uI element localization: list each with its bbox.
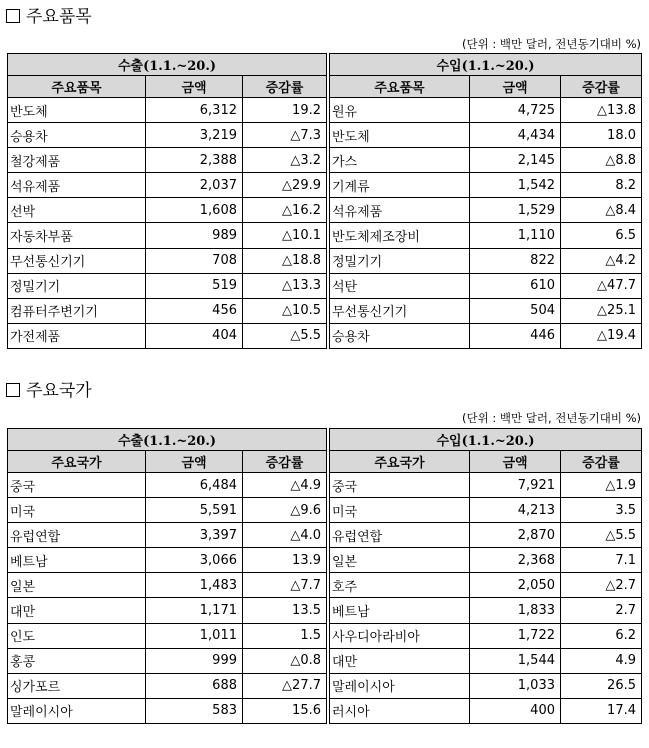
export-amount-cell: 2,037 [146, 173, 243, 198]
import-rate-cell: 8.2 [561, 173, 642, 198]
import-name-cell: 대만 [330, 648, 470, 673]
export-name-cell: 컴퓨터주변기기 [8, 298, 146, 323]
export-rate-cell: △16.2 [243, 198, 327, 223]
table-row [8, 473, 642, 498]
table-row [8, 273, 642, 298]
import-rate-cell: △8.4 [561, 198, 642, 223]
export-name-cell: 가전제품 [8, 323, 146, 348]
export-name-cell: 철강제품 [8, 148, 146, 173]
import-amount-cell: 1,033 [470, 673, 561, 698]
export-name-cell: 선박 [8, 198, 146, 223]
export-name-cell: 자동차부품 [8, 223, 146, 248]
export-amount-cell: 583 [146, 698, 243, 723]
export-rate-cell: △0.8 [243, 648, 327, 673]
import-amount-cell: 1,110 [470, 223, 561, 248]
import-amount-cell: 4,725 [470, 98, 561, 123]
col-rate-header: 증감률 [243, 451, 327, 473]
import-name-cell: 러시아 [330, 698, 470, 723]
import-amount-cell: 1,542 [470, 173, 561, 198]
import-name-cell: 석탄 [330, 273, 470, 298]
col-amount-header: 금액 [470, 451, 561, 473]
import-name-cell: 무선통신기기 [330, 298, 470, 323]
export-amount-cell: 1,011 [146, 623, 243, 648]
export-amount-cell: 1,171 [146, 598, 243, 623]
import-rate-cell: △25.1 [561, 298, 642, 323]
import-rate-cell: △5.5 [561, 523, 642, 548]
import-rate-cell: △8.8 [561, 148, 642, 173]
table-row [8, 323, 642, 348]
import-name-cell: 유럽연합 [330, 523, 470, 548]
export-amount-cell: 708 [146, 248, 243, 273]
import-rate-cell: △4.2 [561, 248, 642, 273]
import-amount-cell: 7,921 [470, 473, 561, 498]
col-rate-header: 증감률 [561, 76, 642, 98]
col-name-header: 주요국가 [8, 451, 146, 473]
items-unit-note: (단위 : 백만 달러, 전년동기대비 %) [461, 37, 641, 51]
export-rate-cell: △5.5 [243, 323, 327, 348]
items-table [7, 53, 642, 349]
import-amount-cell: 2,145 [470, 148, 561, 173]
export-name-cell: 정밀기기 [8, 273, 146, 298]
export-rate-cell: △3.2 [243, 148, 327, 173]
items-section-title: 주요품목 [6, 6, 92, 28]
export-rate-cell: △27.7 [243, 673, 327, 698]
import-name-cell: 일본 [330, 548, 470, 573]
export-amount-cell: 404 [146, 323, 243, 348]
import-amount-cell: 2,050 [470, 573, 561, 598]
export-rate-cell: △4.0 [243, 523, 327, 548]
col-name-header: 주요품목 [8, 76, 146, 98]
col-amount-header: 금액 [146, 451, 243, 473]
import-rate-cell: △1.9 [561, 473, 642, 498]
countries-table [7, 428, 642, 724]
import-name-cell: 가스 [330, 148, 470, 173]
import-header: 수입(1.1.~20.) [330, 54, 642, 76]
export-rate-cell: △10.5 [243, 298, 327, 323]
export-rate-cell: 15.6 [243, 698, 327, 723]
table-row [8, 698, 642, 723]
import-rate-cell: 7.1 [561, 548, 642, 573]
export-header: 수출(1.1.~20.) [8, 429, 327, 451]
import-amount-cell: 504 [470, 298, 561, 323]
export-amount-cell: 6,484 [146, 473, 243, 498]
export-name-cell: 인도 [8, 623, 146, 648]
export-amount-cell: 1,608 [146, 198, 243, 223]
import-name-cell: 말레이시아 [330, 673, 470, 698]
import-rate-cell: 2.7 [561, 598, 642, 623]
export-rate-cell: △9.6 [243, 498, 327, 523]
export-amount-cell: 688 [146, 673, 243, 698]
col-amount-header: 금액 [146, 76, 243, 98]
checkbox-square-icon [6, 383, 20, 397]
export-amount-cell: 999 [146, 648, 243, 673]
import-rate-cell: 18.0 [561, 123, 642, 148]
export-amount-cell: 3,219 [146, 123, 243, 148]
import-amount-cell: 1,833 [470, 598, 561, 623]
export-name-cell: 중국 [8, 473, 146, 498]
table-row [8, 623, 642, 648]
export-amount-cell: 1,483 [146, 573, 243, 598]
import-rate-cell: △13.8 [561, 98, 642, 123]
import-rate-cell: 6.2 [561, 623, 642, 648]
export-rate-cell: △7.7 [243, 573, 327, 598]
import-name-cell: 원유 [330, 98, 470, 123]
import-name-cell: 기계류 [330, 173, 470, 198]
export-name-cell: 무선통신기기 [8, 248, 146, 273]
checkbox-square-icon [6, 9, 20, 23]
col-name-header: 주요국가 [330, 451, 470, 473]
import-amount-cell: 2,870 [470, 523, 561, 548]
table-row [8, 298, 642, 323]
col-rate-header: 증감률 [561, 451, 642, 473]
export-amount-cell: 6,312 [146, 98, 243, 123]
export-rate-cell: 1.5 [243, 623, 327, 648]
import-amount-cell: 822 [470, 248, 561, 273]
table-row [8, 598, 642, 623]
col-amount-header: 금액 [470, 76, 561, 98]
import-rate-cell: △2.7 [561, 573, 642, 598]
col-name-header: 주요품목 [330, 76, 470, 98]
export-rate-cell: △18.8 [243, 248, 327, 273]
table-row [8, 98, 642, 123]
export-name-cell: 홍콩 [8, 648, 146, 673]
import-name-cell: 사우디아라비아 [330, 623, 470, 648]
export-rate-cell: △4.9 [243, 473, 327, 498]
import-rate-cell: 6.5 [561, 223, 642, 248]
import-name-cell: 반도체제조장비 [330, 223, 470, 248]
table-row [8, 173, 642, 198]
import-name-cell: 호주 [330, 573, 470, 598]
countries-unit-note: (단위 : 백만 달러, 전년동기대비 %) [461, 411, 641, 425]
table-row [8, 548, 642, 573]
import-rate-cell: △47.7 [561, 273, 642, 298]
export-amount-cell: 989 [146, 223, 243, 248]
col-rate-header: 증감률 [243, 76, 327, 98]
table-row [8, 123, 642, 148]
export-name-cell: 대만 [8, 598, 146, 623]
table-row [8, 673, 642, 698]
export-header: 수출(1.1.~20.) [8, 54, 327, 76]
table-row [8, 223, 642, 248]
export-amount-cell: 2,388 [146, 148, 243, 173]
import-rate-cell: 26.5 [561, 673, 642, 698]
import-name-cell: 베트남 [330, 598, 470, 623]
import-rate-cell: 17.4 [561, 698, 642, 723]
export-amount-cell: 519 [146, 273, 243, 298]
import-rate-cell: 4.9 [561, 648, 642, 673]
import-amount-cell: 610 [470, 273, 561, 298]
export-name-cell: 베트남 [8, 548, 146, 573]
import-rate-cell: △19.4 [561, 323, 642, 348]
table-row [8, 498, 642, 523]
import-name-cell: 반도체 [330, 123, 470, 148]
export-amount-cell: 456 [146, 298, 243, 323]
import-amount-cell: 1,544 [470, 648, 561, 673]
table-row [8, 198, 642, 223]
export-name-cell: 말레이시아 [8, 698, 146, 723]
import-amount-cell: 1,529 [470, 198, 561, 223]
import-amount-cell: 4,213 [470, 498, 561, 523]
import-header: 수입(1.1.~20.) [330, 429, 642, 451]
import-amount-cell: 2,368 [470, 548, 561, 573]
import-name-cell: 미국 [330, 498, 470, 523]
table-row [8, 148, 642, 173]
export-rate-cell: △13.3 [243, 273, 327, 298]
export-rate-cell: △7.3 [243, 123, 327, 148]
import-name-cell: 석유제품 [330, 198, 470, 223]
import-name-cell: 중국 [330, 473, 470, 498]
export-amount-cell: 3,066 [146, 548, 243, 573]
import-name-cell: 승용차 [330, 323, 470, 348]
import-amount-cell: 4,434 [470, 123, 561, 148]
export-name-cell: 승용차 [8, 123, 146, 148]
export-name-cell: 미국 [8, 498, 146, 523]
import-amount-cell: 1,722 [470, 623, 561, 648]
import-name-cell: 정밀기기 [330, 248, 470, 273]
export-amount-cell: 5,591 [146, 498, 243, 523]
export-amount-cell: 3,397 [146, 523, 243, 548]
table-row [8, 648, 642, 673]
export-rate-cell: 19.2 [243, 98, 327, 123]
export-rate-cell: △10.1 [243, 223, 327, 248]
import-rate-cell: 3.5 [561, 498, 642, 523]
import-amount-cell: 446 [470, 323, 561, 348]
table-row [8, 523, 642, 548]
countries-section-title: 주요국가 [6, 380, 92, 402]
export-name-cell: 싱가포르 [8, 673, 146, 698]
import-amount-cell: 400 [470, 698, 561, 723]
export-name-cell: 석유제품 [8, 173, 146, 198]
export-rate-cell: 13.5 [243, 598, 327, 623]
export-name-cell: 반도체 [8, 98, 146, 123]
export-rate-cell: △29.9 [243, 173, 327, 198]
table-row [8, 248, 642, 273]
export-name-cell: 일본 [8, 573, 146, 598]
export-rate-cell: 13.9 [243, 548, 327, 573]
export-name-cell: 유럽연합 [8, 523, 146, 548]
table-row [8, 573, 642, 598]
